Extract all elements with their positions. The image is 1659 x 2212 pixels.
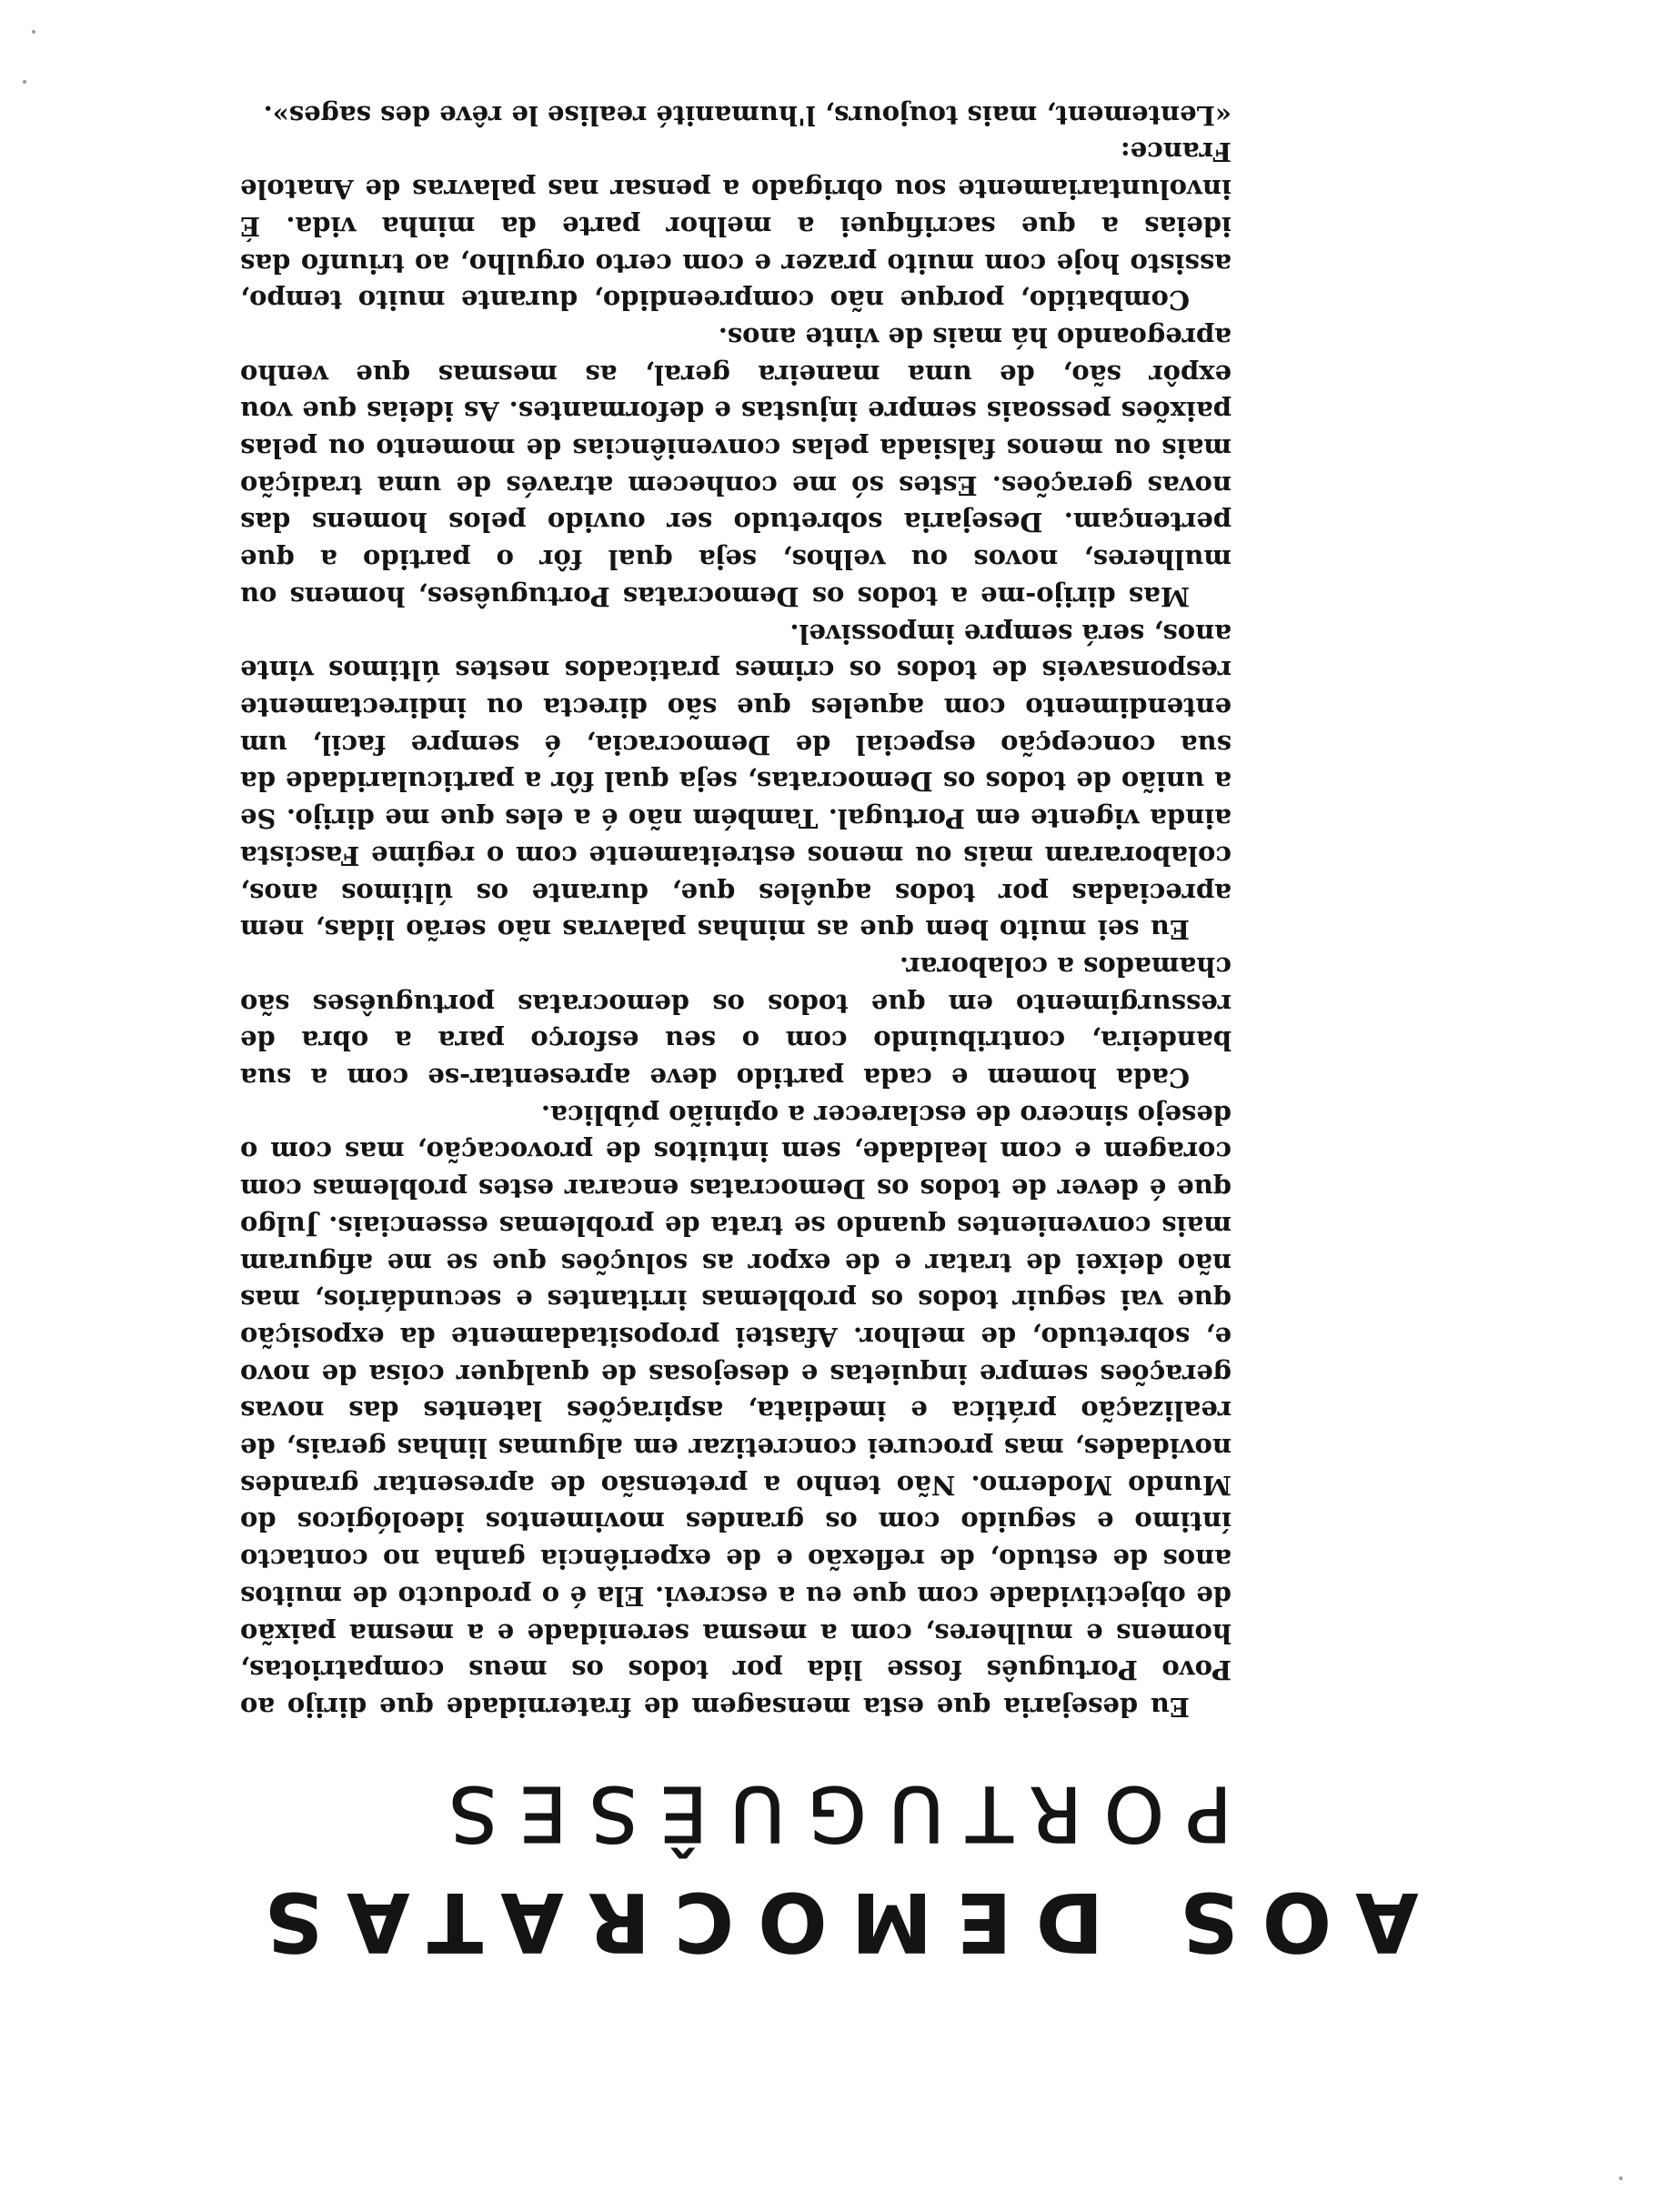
paragraph-1: Eu desejaria que esta mensagem de fraternidade que dirijo ao Povo Português fosse lida por todos os meus compatriotas, homens e mulheres, com a mesma serenidade e a mesma paixão de objectividade com que eu a escrevi. Ela é o producto de muitos anos de estudo, de reflexão e de experiência ganha no contacto íntimo e seguido com os grandes movimentos ideológicos do Mundo Moderno. Não tenho a pretensão de apresentar grandes novidades, mas procurei concretizar em algumas linhas gerais, de realização prática e imediata, aspirações latentes das novas gerações sempre inquietas e desejosas de qualquer coisa de novo e, sobretudo, de melhor. Afastei propositadamente da exposição que vai seguir todos os problemas irritantes e secundários, mas não deixei de tratar e de expor as soluções que se me afiguram mais convenientes quando se trata de problemas essenciais. Julgo que é dever de todos os Democratas encarar estes problemas com coragem e com lealdade, sem intuitos de provocação, mas com o desejo sincero de esclarecer a opinião pública. (240, 1099, 1232, 1723)
scan-speck (32, 30, 35, 34)
scan-speck (1619, 2177, 1623, 2180)
paragraph-3: Eu sei muito bem que as minhas palavras não serão lidas, nem apreciadas por todos aquêles que, durante os últimos anos, colaboraram mais ou menos estreitamente com o regime Fascista ainda vigente em Portugal. Também não é a eles que me dirijo. Se a união de todos os Democratas, seja qual fôr a particularidade da sua concepção especial de Democracia, é sempre facil, um entendimento com aqueles que são directa ou indirectamente responsaveis de todos os crimes praticados nestes últimos vinte anos, será sempre impossivel. (240, 618, 1232, 946)
scan-speck (23, 80, 26, 84)
body-text (240, 96, 1232, 1725)
page-title (0, 1768, 1659, 1969)
title-line-1: AOS DEMOCRATAS (240, 1874, 1419, 1969)
closing-quote: «Lentement, mais toujours, l'humanité realise le rêve des sages». (263, 99, 1232, 131)
paragraph-5: Combatido, porque não compreendido, durante muito tempo, assisto hoje com muito prazer e com certo orgulho, ao triunfo das ideias a que sacrifiquei a melhor parte da minha vida. É involuntariamente sou obrigado a pensar nas palavras de Anatole France: (240, 136, 1232, 317)
paragraph-2: Cada homem e cada partido deve apresentar-se com a sua bandeira, contribuindo com o seu esforço para a obra de ressurgimento em que todos os democratas portuguêses são chamados a colaborar. (240, 950, 1232, 1094)
title-line-2: PORTUGUÊSES (427, 1769, 1232, 1858)
paragraph-4: Mas dirijo-me a todos os Democratas Portuguêses, homens ou mulheres, novos ou velhos, seja qual fôr o partido a que pertençam. Desejaria sobretudo ser ouvido pelos homens das novas gerações. Estes só me conhecem através de uma tradição mais ou menos falsiada pelas conveniências de momento ou pelas paixões pessoais sempre injustas e deformantes. As ideias que vou expôr são, de uma maneira geral, as mesmas que venho apregoando há mais de vinte anos. (240, 321, 1232, 612)
